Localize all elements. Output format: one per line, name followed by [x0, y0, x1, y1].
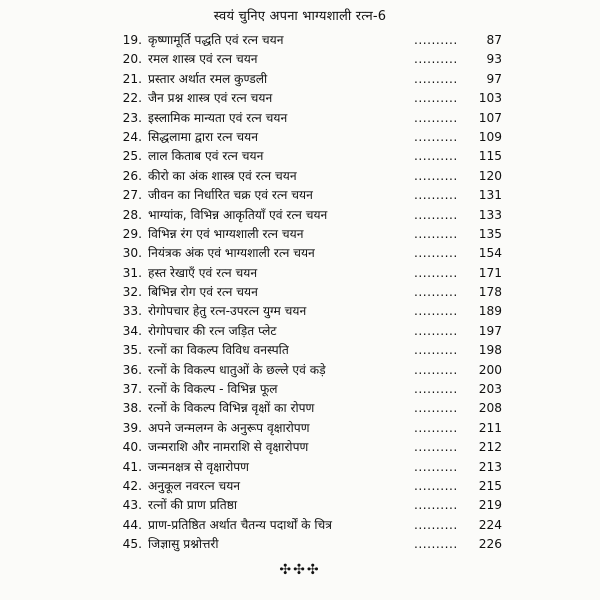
toc-entry [118, 516, 502, 535]
toc-entry-page-number: 133 [478, 207, 502, 222]
toc-entry-page-number: 208 [478, 401, 502, 416]
toc-entry-title: इस्लामिक मान्यता एवं रत्न चयन [148, 110, 288, 125]
toc-entry [118, 535, 502, 554]
toc-entry-title: जैन प्रश्न शास्त्र एवं रत्न चयन [148, 91, 273, 106]
toc-entry-title: रोगोपचार की रत्न जड़ित प्लेट [148, 323, 277, 338]
toc-entry-title: हस्त रेखाएँ एवं रत्न चयन [148, 265, 258, 280]
toc-entry-title: जन्मनक्षत्र से वृक्षारोपण [148, 459, 249, 474]
toc-entry-number: 22. [122, 91, 142, 106]
page-header: स्वयं चुनिए अपना भाग्यशाली रत्न-6 [213, 9, 387, 24]
toc-entry-title: रोगोपचार हेतु रत्न-उपरत्न युग्म चयन [148, 304, 307, 319]
toc-entry [118, 206, 502, 225]
toc-entry [118, 244, 502, 263]
toc-entry-number: 36. [122, 362, 142, 377]
toc-entry-page-number: 211 [478, 420, 502, 435]
toc-entry-page-number: 103 [478, 91, 502, 106]
toc-entry [118, 70, 502, 89]
toc-entry-title: प्राण-प्रतिष्ठित अर्थात चैतन्य पदार्थों के चित्र [148, 517, 333, 532]
toc-entry [118, 147, 502, 166]
toc-entry-number: 20. [122, 52, 142, 67]
toc-entry-title: रत्नों का विकल्प विविध वनस्पति [148, 343, 289, 358]
toc-entry [118, 477, 502, 496]
toc-entry-leader-dots: .......... [414, 285, 458, 300]
toc-entry-leader-dots: .......... [414, 71, 458, 86]
toc-entry-leader-dots: .......... [414, 246, 458, 261]
toc-entry-title: जिज्ञासु प्रश्नोत्तरी [148, 537, 219, 552]
toc-entry-title: जन्मराशि और नामराशि से वृक्षारोपण [148, 440, 309, 455]
toc-entry-title: अनुकूल नवरत्न चयन [148, 478, 241, 493]
toc-entry-page-number: 154 [478, 246, 502, 261]
toc-entry-number: 23. [122, 110, 142, 125]
footer-ornament: ✣✣✣ [279, 562, 321, 578]
toc-entry-leader-dots: .......... [414, 459, 458, 474]
toc-entry-leader-dots: .......... [414, 149, 458, 164]
toc-entry [118, 419, 502, 438]
toc-entry-leader-dots: .......... [414, 440, 458, 455]
toc-entry-title: अपने जन्मलग्न के अनुरूप वृक्षारोपण [148, 420, 310, 435]
toc-entry [118, 458, 502, 477]
toc-entry-leader-dots: .......... [414, 382, 458, 397]
toc-entry-title: रत्नों की प्राण प्रतिष्ठा [148, 498, 238, 513]
toc-entry-leader-dots: .......... [414, 343, 458, 358]
toc-entry [118, 109, 502, 128]
toc-entry [118, 380, 502, 399]
toc-entry-number: 32. [122, 285, 142, 300]
toc-entry-leader-dots: .......... [414, 498, 458, 513]
toc-entry-number: 44. [122, 517, 142, 532]
toc-entry-title: जीवन का निर्धारित चक्र एवं रत्न चयन [148, 188, 313, 203]
toc-entry-page-number: 97 [486, 71, 502, 86]
toc-entry [118, 186, 502, 205]
toc-entry-leader-dots: .......... [414, 401, 458, 416]
toc-entry-leader-dots: .......... [414, 478, 458, 493]
toc-entry [118, 302, 502, 321]
toc-entry-title: रत्नों के विकल्प - विभिन्न फूल [148, 382, 278, 397]
toc-entry-title: सिद्धलामा द्वारा रत्न चयन [148, 129, 258, 144]
toc-entry-number: 41. [122, 459, 142, 474]
toc-entry-leader-dots: .......... [414, 91, 458, 106]
toc-entry-page-number: 93 [486, 52, 502, 67]
toc-entry-number: 30. [122, 246, 142, 261]
toc-entry-leader-dots: .......... [414, 362, 458, 377]
toc-entry-number: 21. [122, 71, 142, 86]
toc-entry-page-number: 200 [478, 362, 502, 377]
toc-entry-leader-dots: .......... [414, 33, 458, 47]
toc-entry-leader-dots: .......... [414, 129, 458, 144]
toc-entry-page-number: 215 [478, 478, 502, 493]
toc-entry-number: 24. [122, 129, 142, 144]
toc-entry [118, 225, 502, 244]
toc-entry-leader-dots: .......... [414, 537, 458, 552]
toc-entry-page-number: 178 [478, 285, 502, 300]
toc-entry [118, 361, 502, 380]
toc-entry-leader-dots: .......... [414, 265, 458, 280]
toc-entry-page-number: 219 [478, 498, 502, 513]
toc-entry-page-number: 131 [478, 188, 502, 203]
toc-entry-title: रत्नों के विकल्प विभिन्न वृक्षों का रोपण [148, 401, 315, 416]
toc-entry-leader-dots: .......... [414, 110, 458, 125]
toc-entry-number: 33. [122, 304, 142, 319]
toc-entry [118, 128, 502, 147]
toc-entry-title: लाल किताब एवं रत्न चयन [148, 149, 264, 164]
toc-entry-number: 45. [122, 537, 142, 552]
toc-entry-page-number: 120 [478, 168, 502, 183]
toc-entry-number: 39. [122, 420, 142, 435]
toc-entry-number: 43. [122, 498, 142, 513]
toc-entry-leader-dots: .......... [414, 207, 458, 222]
toc-entry-page-number: 197 [478, 323, 502, 338]
toc-entry [118, 264, 502, 283]
toc-entry-page-number: 135 [478, 226, 502, 241]
toc-entry [118, 283, 502, 302]
toc-entry-page-number: 115 [478, 149, 502, 164]
toc-entry [118, 322, 502, 341]
toc-entry-number: 42. [122, 478, 142, 493]
toc-entry-title: रमल शास्त्र एवं रत्न चयन [148, 52, 258, 67]
toc-entry-page-number: 189 [478, 304, 502, 319]
toc-entry-number: 27. [122, 188, 142, 203]
toc-entry-page-number: 109 [478, 129, 502, 144]
toc-entry-number: 25. [122, 149, 142, 164]
toc-entry-page-number: 203 [478, 382, 502, 397]
toc-entry-leader-dots: .......... [414, 304, 458, 319]
toc-entry-number: 35. [122, 343, 142, 358]
toc-entry-title: बिभिन्न रोग एवं रत्न चयन [148, 285, 258, 300]
toc-entry-leader-dots: .......... [414, 517, 458, 532]
toc-entry-page-number: 107 [478, 110, 502, 125]
toc-entry-title: भाग्यांक, विभिन्न आकृतियाँ एवं रत्न चयन [148, 207, 328, 222]
toc-entry [118, 496, 502, 515]
toc-entry-leader-dots: .......... [414, 52, 458, 67]
toc-entry-number: 19. [122, 33, 142, 47]
toc-entry-title: रत्नों के विकल्प धातुओं के छल्ले एवं कड़े [148, 362, 326, 377]
toc-entry-number: 40. [122, 440, 142, 455]
table-of-contents [118, 31, 502, 555]
toc-entry-page-number: 213 [478, 459, 502, 474]
toc-entry-leader-dots: .......... [414, 226, 458, 241]
toc-entry [118, 399, 502, 418]
toc-entry-title: नियंत्रक अंक एवं भाग्यशाली रत्न चयन [148, 246, 315, 261]
toc-entry-page-number: 226 [478, 537, 502, 552]
toc-entry-page-number: 171 [478, 265, 502, 280]
toc-entry-number: 37. [122, 382, 142, 397]
toc-entry-leader-dots: .......... [414, 420, 458, 435]
toc-entry-page-number: 212 [478, 440, 502, 455]
toc-entry [118, 341, 502, 360]
toc-entry-number: 38. [122, 401, 142, 416]
toc-entry-number: 34. [122, 323, 142, 338]
toc-entry-number: 28. [122, 207, 142, 222]
toc-entry-page-number: 87 [486, 33, 502, 47]
toc-entry-leader-dots: .......... [414, 323, 458, 338]
toc-entry [118, 50, 502, 69]
toc-entry-page-number: 198 [478, 343, 502, 358]
toc-entry-page-number: 224 [478, 517, 502, 532]
toc-entry-number: 29. [122, 226, 142, 241]
toc-entry-title: विभिन्न रंग एवं भाग्यशाली रत्न चयन [148, 226, 304, 241]
toc-entry-title: कृष्णामूर्ति पद्धति एवं रत्न चयन [148, 33, 284, 47]
toc-entry-title: कीरो का अंक शास्त्र एवं रत्न चयन [148, 168, 297, 183]
toc-entry-number: 31. [122, 265, 142, 280]
toc-entry-leader-dots: .......... [414, 168, 458, 183]
toc-entry-number: 26. [122, 168, 142, 183]
toc-entry [118, 31, 502, 50]
toc-entry-leader-dots: .......... [414, 188, 458, 203]
toc-entry [118, 438, 502, 457]
toc-entry [118, 167, 502, 186]
toc-entry-title: प्रस्तार अर्थात रमल कुण्डली [148, 71, 268, 86]
toc-entry [118, 89, 502, 108]
